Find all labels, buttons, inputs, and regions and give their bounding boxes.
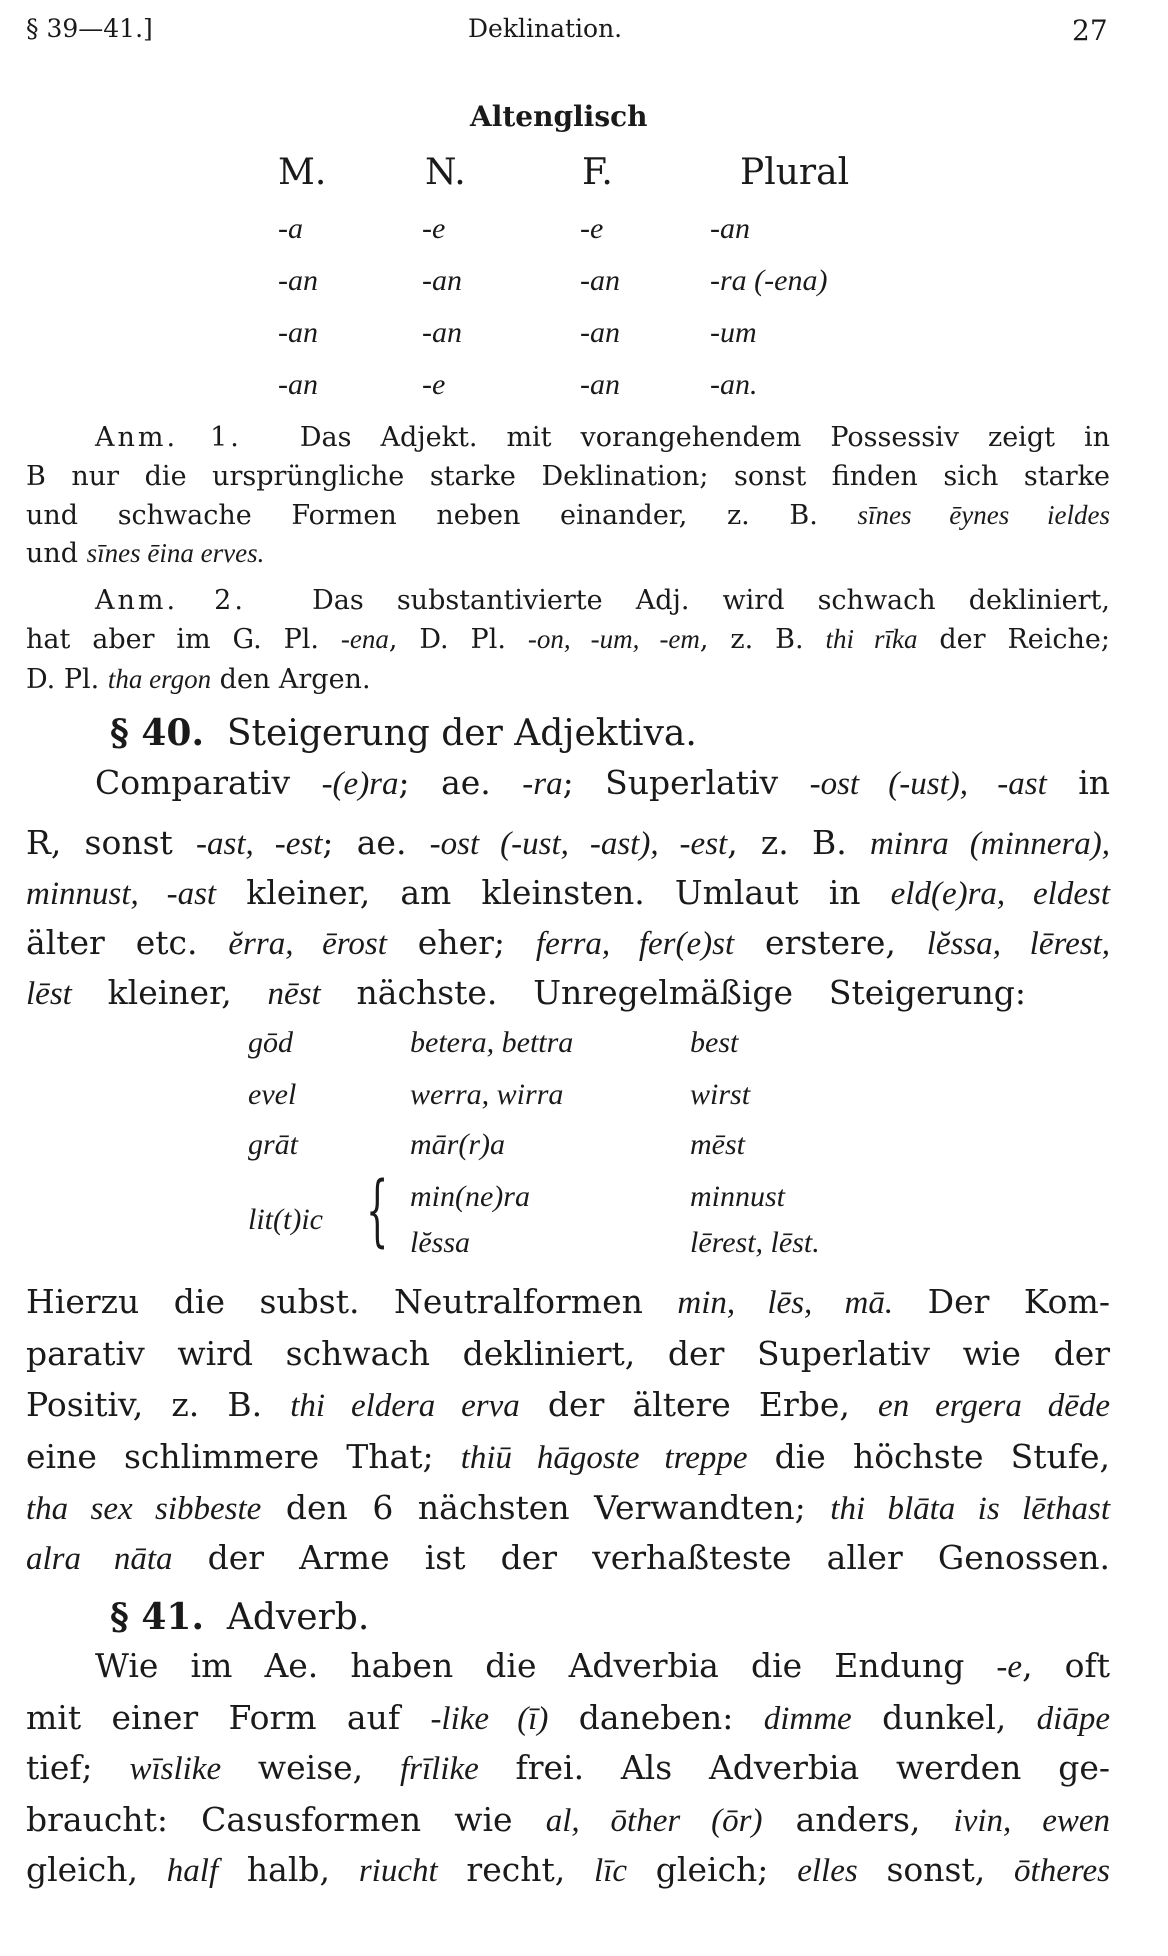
italic-word: dimme	[763, 1701, 852, 1737]
italic-word: -ast, -est	[196, 826, 323, 862]
italic-word: -on, -um, -em	[527, 624, 700, 654]
section-41-title: Adverb.	[226, 1597, 370, 1638]
text-run: ; Superlativ	[562, 763, 810, 802]
italic-word: alra nāta	[26, 1541, 173, 1577]
section-41-line	[26, 1850, 1110, 1890]
anm2-label: Anm. 2.	[95, 585, 246, 616]
section-40-heading	[110, 712, 697, 754]
italic-word: frīlike	[399, 1751, 479, 1787]
text-run: daneben:	[548, 1698, 764, 1737]
italic-word: thi eldera erva	[290, 1388, 520, 1424]
irregular-superlative: lērest, lēst.	[690, 1226, 820, 1259]
oe-table-cell: -ra (-ena)	[710, 264, 828, 297]
text-run: Wie im Ae. haben die Adverbia die Endung	[95, 1646, 997, 1685]
col-header-plural: Plural	[740, 152, 850, 193]
text-run: sonst,	[857, 1850, 1015, 1889]
oe-table-cell: -a	[278, 212, 303, 245]
italic-word: -(e)ra	[321, 766, 399, 802]
irregular-positive: lit(t)ic	[248, 1203, 323, 1236]
section-40-number: § 40.	[110, 712, 204, 754]
oe-table-cell: -an	[278, 316, 318, 349]
text-run: recht,	[437, 1850, 595, 1889]
italic-word: lēst	[26, 976, 72, 1012]
irregular-comparative: betera, bettra	[410, 1026, 574, 1059]
irregular-superlative: best	[690, 1026, 739, 1059]
irregular-positive: evel	[248, 1078, 297, 1111]
section-40-line	[26, 823, 1110, 863]
italic-word: tha sex sibbeste	[26, 1491, 262, 1527]
text-run: in	[1046, 763, 1111, 802]
section-40-paragraph-line	[26, 1437, 1110, 1477]
oe-table-cell: -an	[422, 264, 462, 297]
header-section-range: § 39—41.]	[26, 14, 153, 43]
italic-word: ivin, ewen	[953, 1803, 1110, 1839]
text-run: dunkel,	[851, 1698, 1037, 1737]
col-header-f: F.	[582, 152, 613, 193]
text-run: D. Pl.	[26, 664, 108, 695]
italic-word: al, ōther (ōr)	[545, 1803, 763, 1839]
section-40-paragraph-line	[26, 1282, 1110, 1322]
text-run: anders,	[762, 1800, 954, 1839]
anm1-line-4: und sīnes ēina erves.	[26, 538, 265, 569]
anm2-line-1: Anm. 2. Das substantivierte Adj. wird schwach dekliniert,	[95, 585, 1110, 616]
anm1-line-3: und schwache Formen neben einander, z. B. sīnes ēynes ieldes	[26, 500, 1110, 531]
italic-word: en ergera dēde	[878, 1388, 1111, 1424]
italic-word: thiū hāgoste treppe	[460, 1440, 748, 1476]
oe-table-cell: -an	[580, 316, 620, 349]
section-40-paragraph-line	[26, 1385, 1110, 1425]
italic-word: diāpe	[1036, 1701, 1110, 1737]
text-run: der ältere Erbe,	[519, 1385, 879, 1424]
oe-table-cell: -e	[422, 368, 446, 401]
section-40-line	[26, 923, 1110, 963]
section-40-line	[26, 973, 1026, 1013]
irregular-superlative: wirst	[690, 1078, 751, 1111]
irregular-positive: grāt	[248, 1128, 299, 1161]
section-40-title: Steigerung der Adjektiva.	[226, 713, 697, 754]
text-run: Positiv, z. B.	[26, 1385, 291, 1424]
text-run: ; ae.	[398, 763, 523, 802]
text-run: gleich,	[26, 1850, 167, 1889]
oe-table-cell: -e	[422, 212, 446, 245]
italic-word: tha ergon	[107, 664, 212, 694]
anm1-line-2: B nur die ursprüngliche starke Deklination; sonst finden sich starke	[26, 461, 1110, 492]
text-run: R, sonst	[26, 823, 197, 862]
text-run: erstere,	[734, 923, 927, 962]
text-run: frei. Als Adverbia werden ge-	[478, 1748, 1110, 1787]
italic-word: thi blāta is lēthast	[830, 1491, 1110, 1527]
text-run: , z. B.	[727, 823, 870, 862]
text-run: Hierzu die subst. Neutralformen	[26, 1282, 678, 1321]
oe-table-cell: -um	[710, 316, 757, 349]
text-run: kleiner,	[71, 973, 268, 1012]
text-run: die höchste Stufe,	[747, 1437, 1110, 1476]
text-run: nächste. Unregelmäßige Steigerung:	[320, 973, 1026, 1012]
italic-word: lĕssa, lērest,	[926, 926, 1111, 962]
section-40-paragraph-line	[26, 1538, 1110, 1578]
text-run: den 6 nächsten Verwandten;	[261, 1488, 831, 1527]
text-run: weise,	[221, 1748, 400, 1787]
text-run: der Arme ist der verhaßteste aller Genossen.	[172, 1538, 1110, 1577]
text-run: eine schlimmere That;	[26, 1437, 461, 1476]
text-run: gleich;	[627, 1850, 798, 1889]
section-41-heading	[110, 1596, 369, 1638]
section-41-line	[26, 1698, 1110, 1738]
oe-table-cell: -an	[580, 264, 620, 297]
italic-word: minra (minnera),	[869, 826, 1111, 862]
italic-word: riucht	[358, 1853, 438, 1889]
anm2-line-2	[26, 624, 1110, 655]
oe-table-title: Altenglisch	[470, 100, 648, 133]
section-41-number: § 41.	[110, 1596, 204, 1638]
section-41-line	[26, 1748, 1110, 1788]
italic-word: ōtheres	[1014, 1853, 1110, 1889]
italic-word: minnust, -ast	[26, 876, 217, 912]
irregular-superlative: minnust	[690, 1180, 786, 1213]
italic-word: -ra	[522, 766, 563, 802]
text-run: kleiner, am kleinsten. Umlaut in	[216, 873, 891, 912]
irregular-comparative: werra, wirra	[410, 1078, 564, 1111]
text-run: eher;	[386, 923, 536, 962]
text-run: mit einer Form auf	[26, 1698, 431, 1737]
text-run: den Argen.	[211, 664, 371, 695]
text-run: , D. Pl.	[388, 624, 528, 655]
section-41-line	[26, 1800, 1110, 1840]
italic-word: half	[166, 1853, 219, 1889]
section-40-paragraph-line	[26, 1488, 1110, 1528]
text-run: halb,	[218, 1850, 359, 1889]
italic-word: -ena	[340, 624, 389, 654]
irregular-positive: gōd	[248, 1026, 293, 1059]
anm2-line-3	[26, 664, 371, 695]
section-40-line	[95, 763, 1110, 803]
italic-word: -ost (-ust), -ast	[809, 766, 1047, 802]
col-header-m: M.	[278, 152, 327, 193]
anm1-line-1: Anm. 1. Das Adjekt. mit vorangehendem Possessiv zeigt in	[95, 422, 1110, 453]
oe-table-cell: -an	[710, 212, 750, 245]
italic-word: elles	[797, 1853, 858, 1889]
header-running-title: Deklination.	[468, 14, 623, 43]
italic-word: -ost (-ust, -ast), -est	[429, 826, 728, 862]
text-run: der Reiche;	[917, 624, 1110, 655]
irregular-superlative: mēst	[690, 1128, 745, 1161]
section-40-paragraph-line	[26, 1334, 1110, 1373]
text-run: , oft	[1022, 1646, 1110, 1685]
italic-word: min, lēs, mā.	[677, 1285, 894, 1321]
anm1-label: Anm. 1.	[95, 422, 242, 453]
text-run: hat aber im G. Pl.	[26, 624, 341, 655]
text-run: tief;	[26, 1748, 130, 1787]
italic-word: ferra, fer(e)st	[535, 926, 735, 962]
irregular-comparative: lĕssa	[410, 1226, 470, 1259]
irregular-comparative: mār(r)a	[410, 1128, 505, 1161]
text-run: älter etc.	[26, 923, 229, 962]
header-page-number: 27	[1072, 14, 1108, 47]
col-header-n: N.	[425, 152, 466, 193]
oe-table-cell: -an	[422, 316, 462, 349]
italic-word: eld(e)ra, eldest	[890, 876, 1110, 912]
text-run: Comparativ	[95, 763, 322, 802]
italic-word: -e	[996, 1649, 1023, 1685]
text-run: ; ae.	[322, 823, 430, 862]
text-run: Der Kom-	[893, 1282, 1110, 1321]
text-run: parativ wird schwach dekliniert, der Superlativ wie der	[26, 1334, 1110, 1373]
italic-word: wīslike	[129, 1751, 222, 1787]
oe-table-cell: -e	[580, 212, 604, 245]
italic-word: thi rīka	[825, 624, 918, 654]
section-40-line	[26, 873, 1110, 913]
brace-glyph: {	[366, 1166, 389, 1256]
oe-table-cell: -an.	[710, 368, 758, 401]
italic-word: -like (ī)	[430, 1701, 549, 1737]
italic-word: nēst	[267, 976, 321, 1012]
irregular-comparative: min(ne)ra	[410, 1180, 530, 1213]
text-run: , z. B.	[699, 624, 826, 655]
text-run: braucht: Casusformen wie	[26, 1800, 546, 1839]
italic-word: līc	[594, 1853, 628, 1889]
oe-table-cell: -an	[278, 264, 318, 297]
italic-word: ĕrra, ērost	[228, 926, 387, 962]
section-41-line	[95, 1646, 1110, 1686]
oe-table-cell: -an	[580, 368, 620, 401]
oe-table-cell: -an	[278, 368, 318, 401]
